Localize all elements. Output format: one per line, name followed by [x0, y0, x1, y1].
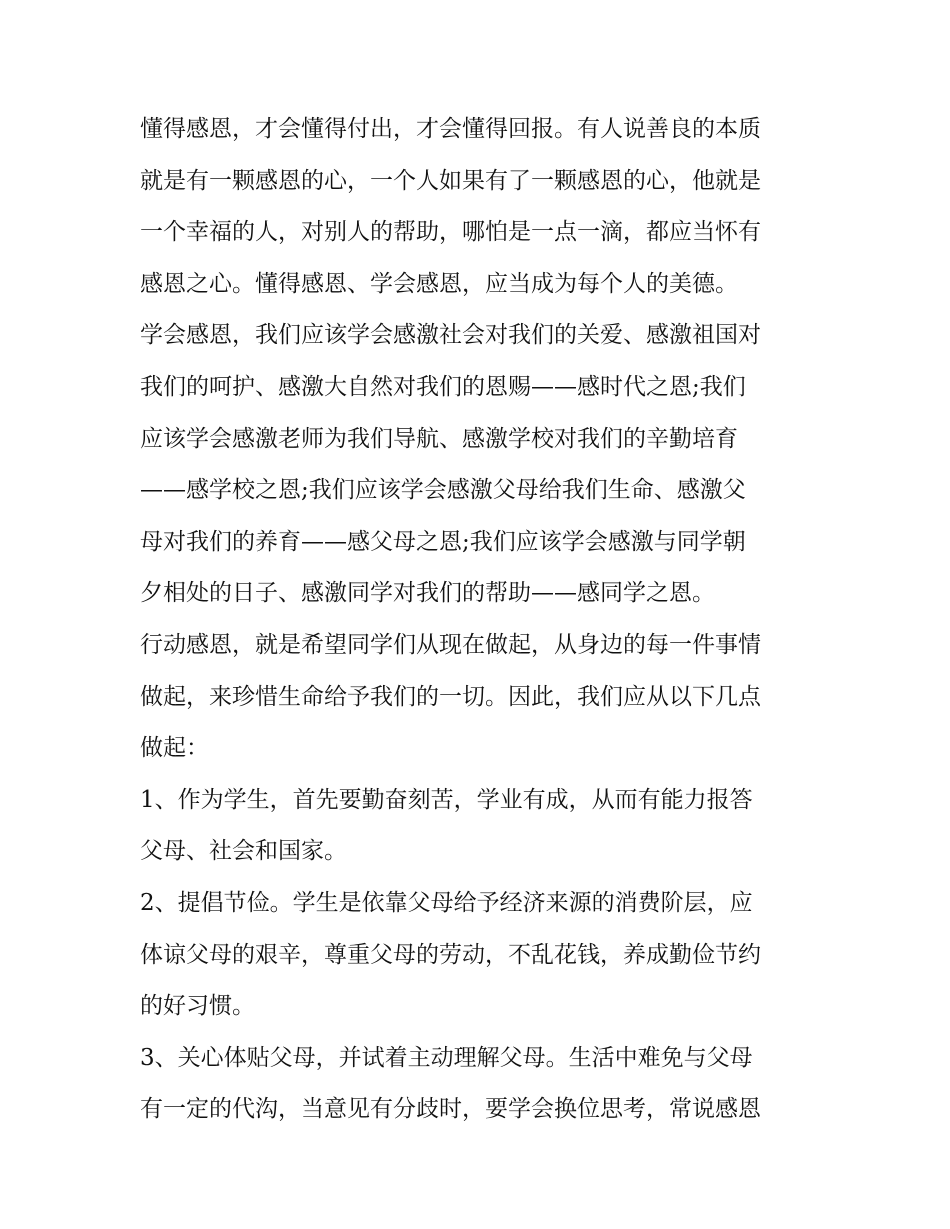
text-line: ——感学校之恩;我们应该学会感激父母给我们生命、感激父 [140, 477, 746, 504]
text-line: 一个幸福的人，对别人的帮助，哪怕是一点一滴，都应当怀有 [140, 219, 761, 246]
text-line: 做起，来珍惜生命给予我们的一切。因此，我们应从以下几点 [140, 683, 761, 710]
text-line: 感恩之心。懂得感恩、学会感恩，应当成为每个人的美德。 [140, 270, 738, 297]
text-line: 行动感恩，就是希望同学们从现在做起，从身边的每一件事情 [140, 631, 761, 658]
text-line: 学会感恩，我们应该学会感激社会对我们的关爱、感激祖国对 [140, 322, 761, 349]
text-line: 的好习惯。 [140, 993, 255, 1020]
text-line: 就是有一颗感恩的心，一个人如果有了一颗感恩的心，他就是 [140, 167, 761, 194]
text-line: 夕相处的日子、感激同学对我们的帮助——感同学之恩。 [140, 580, 715, 607]
text-line: 父母、社会和国家。 [140, 838, 347, 865]
text-line: 体谅父母的艰辛，尊重父母的劳动，不乱花钱，养成勤俭节约 [140, 941, 761, 968]
text-line: 3、关心体贴父母，并试着主动理解父母。生活中难免与父母 [140, 1044, 753, 1071]
document-body-text [140, 104, 820, 1136]
text-line: 有一定的代沟，当意见有分歧时，要学会换位思考，常说感恩 [140, 1096, 761, 1123]
text-line: 我们的呵护、感激大自然对我们的恩赐——感时代之恩;我们 [140, 373, 746, 400]
text-line: 母对我们的养育——感父母之恩;我们应该学会感激与同学朝 [140, 528, 746, 555]
text-line: 懂得感恩，才会懂得付出，才会懂得回报。有人说善良的本质 [140, 116, 761, 142]
text-line: 1、作为学生，首先要勤奋刻苦，学业有成，从而有能力报答 [140, 786, 753, 813]
text-line: 做起： [140, 735, 209, 762]
text-line: 应该学会感激老师为我们导航、感激学校对我们的辛勤培育 [140, 425, 738, 452]
text-line: 2、提倡节俭。学生是依靠父母给予经济来源的消费阶层，应 [140, 889, 753, 916]
